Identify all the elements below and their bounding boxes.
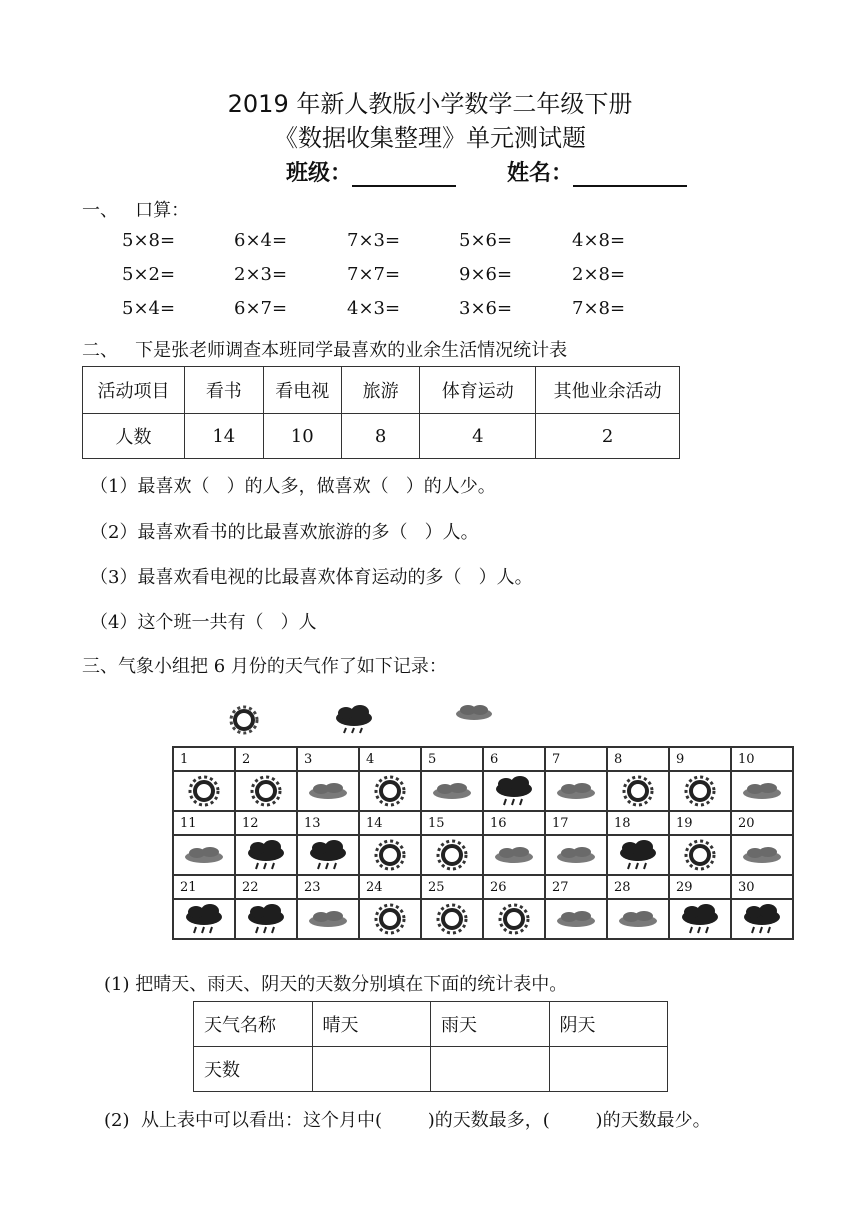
table-cell: 4 bbox=[420, 414, 536, 459]
calc-item: 6×4= bbox=[234, 230, 288, 251]
cloudy-icon bbox=[306, 774, 350, 808]
calendar-weather-cell bbox=[545, 771, 607, 811]
table-header-cell: 阴天 bbox=[549, 1002, 668, 1047]
rain-cloud-icon bbox=[492, 774, 536, 808]
calc-item: 7×7= bbox=[347, 264, 401, 285]
sun-icon bbox=[244, 774, 288, 808]
table-header-cell: 雨天 bbox=[431, 1002, 550, 1047]
table-header-cell: 天气名称 bbox=[194, 1002, 313, 1047]
sun-icon bbox=[182, 774, 226, 808]
calendar-day-number: 2 bbox=[235, 747, 297, 771]
name-label: 姓名： bbox=[507, 161, 574, 186]
table-header-cell: 看书 bbox=[185, 367, 263, 414]
calendar-weather-cell bbox=[421, 771, 483, 811]
calendar-weather-cell bbox=[731, 899, 793, 939]
weather-count-table bbox=[193, 1001, 668, 1092]
calendar-weather-cell bbox=[731, 835, 793, 875]
calendar-weather-cell bbox=[297, 835, 359, 875]
rain-cloud-icon bbox=[616, 838, 660, 872]
calc-item: 5×6= bbox=[459, 230, 513, 251]
calc-item: 6×7= bbox=[234, 298, 288, 319]
question-1: （1）最喜欢（ ）的人多，做喜欢（ ）的人少。 bbox=[90, 476, 496, 497]
table-header-cell: 活动项目 bbox=[83, 367, 185, 414]
calendar-weather-cell bbox=[235, 835, 297, 875]
table-header-cell: 晴天 bbox=[312, 1002, 431, 1047]
section1-heading: 一、 口算： bbox=[82, 200, 190, 221]
calendar-weather-cell bbox=[607, 899, 669, 939]
table-cell: 10 bbox=[263, 414, 341, 459]
section2-heading: 二、 下是张老师调查本班同学最喜欢的业余生活情况统计表 bbox=[82, 340, 568, 361]
section3-heading: 三、气象小组把 6 月份的天气作了如下记录： bbox=[82, 656, 447, 677]
calendar-day-number: 4 bbox=[359, 747, 421, 771]
sun-icon bbox=[430, 902, 474, 936]
calendar-weather-cell bbox=[359, 835, 421, 875]
calendar-day-number: 5 bbox=[421, 747, 483, 771]
calc-item: 4×8= bbox=[572, 230, 626, 251]
calendar-day-number: 16 bbox=[483, 811, 545, 835]
calendar-day-number: 24 bbox=[359, 875, 421, 899]
calendar-weather-cell bbox=[545, 899, 607, 939]
calendar-day-number: 9 bbox=[669, 747, 731, 771]
sun-icon bbox=[368, 902, 412, 936]
rain-cloud-icon bbox=[182, 902, 226, 936]
calendar-day-number: 17 bbox=[545, 811, 607, 835]
sun-icon bbox=[368, 838, 412, 872]
calendar-weather-cell bbox=[483, 899, 545, 939]
answer-cell-sunny[interactable] bbox=[312, 1047, 431, 1092]
calendar-weather-cell bbox=[669, 899, 731, 939]
calc-item: 7×3= bbox=[347, 230, 401, 251]
rain-cloud-icon bbox=[306, 838, 350, 872]
answer-cell-rainy[interactable] bbox=[431, 1047, 550, 1092]
calendar-weather-cell bbox=[421, 835, 483, 875]
calendar-day-number: 15 bbox=[421, 811, 483, 835]
calendar-day-number: 10 bbox=[731, 747, 793, 771]
question-2: （2）最喜欢看书的比最喜欢旅游的多（ ）人。 bbox=[90, 522, 479, 543]
cloudy-icon bbox=[740, 838, 784, 872]
calendar-day-number: 8 bbox=[607, 747, 669, 771]
calendar-weather-cell bbox=[297, 899, 359, 939]
calendar-weather-cell bbox=[235, 899, 297, 939]
rain-cloud-icon bbox=[244, 902, 288, 936]
calc-item: 4×3= bbox=[347, 298, 401, 319]
calendar-day-number: 22 bbox=[235, 875, 297, 899]
calendar-weather-cell bbox=[731, 771, 793, 811]
calendar-weather-cell bbox=[235, 771, 297, 811]
calendar-weather-cell bbox=[173, 771, 235, 811]
class-label: 班级： bbox=[286, 161, 353, 186]
calendar-day-number: 1 bbox=[173, 747, 235, 771]
rain-cloud-icon bbox=[678, 902, 722, 936]
cloudy-icon bbox=[740, 774, 784, 808]
calendar-day-number: 27 bbox=[545, 875, 607, 899]
rain-cloud-icon bbox=[740, 902, 784, 936]
table-cell: 14 bbox=[185, 414, 263, 459]
section3-q2: (2) 从上表中可以看出：这个月中( )的天数最多，( )的天数最少。 bbox=[104, 1110, 711, 1131]
calendar-day-number: 19 bbox=[669, 811, 731, 835]
calc-item: 2×8= bbox=[572, 264, 626, 285]
calendar-day-number: 12 bbox=[235, 811, 297, 835]
table-header-cell: 旅游 bbox=[341, 367, 419, 414]
cloudy-icon bbox=[430, 774, 474, 808]
sun-icon bbox=[430, 838, 474, 872]
cloudy-icon bbox=[554, 902, 598, 936]
calendar-day-number: 11 bbox=[173, 811, 235, 835]
calendar-weather-cell bbox=[545, 835, 607, 875]
calendar-weather-cell bbox=[173, 899, 235, 939]
cloudy-icon bbox=[182, 838, 226, 872]
calendar-weather-cell bbox=[359, 771, 421, 811]
question-3: （3）最喜欢看电视的比最喜欢体育运动的多（ ）人。 bbox=[90, 567, 533, 588]
calendar-weather-cell bbox=[421, 899, 483, 939]
calendar-weather-cell bbox=[483, 835, 545, 875]
calendar-weather-cell bbox=[173, 835, 235, 875]
sun-icon bbox=[678, 774, 722, 808]
cloudy-icon bbox=[616, 902, 660, 936]
section3-q1: (1) 把晴天、雨天、阴天的天数分别填在下面的统计表中。 bbox=[104, 974, 568, 995]
sun-icon bbox=[492, 902, 536, 936]
cloudy-icon bbox=[306, 902, 350, 936]
calendar-day-number: 18 bbox=[607, 811, 669, 835]
table-cell: 8 bbox=[341, 414, 419, 459]
table-cell: 天数 bbox=[194, 1047, 313, 1092]
calendar-day-number: 28 bbox=[607, 875, 669, 899]
table-header-cell: 其他业余活动 bbox=[536, 367, 680, 414]
calc-item: 5×8= bbox=[122, 230, 176, 251]
name-blank[interactable] bbox=[573, 161, 687, 187]
calendar-weather-cell bbox=[669, 771, 731, 811]
calendar-weather-cell bbox=[669, 835, 731, 875]
calendar-day-number: 29 bbox=[669, 875, 731, 899]
table-cell: 人数 bbox=[83, 414, 185, 459]
calc-item: 9×6= bbox=[459, 264, 513, 285]
answer-cell-cloudy[interactable] bbox=[549, 1047, 668, 1092]
calendar-weather-cell bbox=[483, 771, 545, 811]
calendar-day-number: 26 bbox=[483, 875, 545, 899]
calendar-day-number: 25 bbox=[421, 875, 483, 899]
calendar-day-number: 30 bbox=[731, 875, 793, 899]
calc-item: 3×6= bbox=[459, 298, 513, 319]
calendar-day-number: 20 bbox=[731, 811, 793, 835]
calendar-weather-cell bbox=[359, 899, 421, 939]
calendar-day-number: 21 bbox=[173, 875, 235, 899]
cloudy-icon bbox=[492, 838, 536, 872]
calendar-day-number: 23 bbox=[297, 875, 359, 899]
calendar-day-number: 13 bbox=[297, 811, 359, 835]
calc-item: 5×2= bbox=[122, 264, 176, 285]
weather-legend bbox=[214, 700, 514, 736]
calc-item: 2×3= bbox=[234, 264, 288, 285]
question-4: （4）这个班一共有（ ）人 bbox=[90, 612, 317, 633]
calendar-day-number: 6 bbox=[483, 747, 545, 771]
weather-calendar bbox=[172, 746, 794, 940]
cloudy-icon bbox=[554, 838, 598, 872]
rain-cloud-icon bbox=[244, 838, 288, 872]
sun-icon bbox=[616, 774, 660, 808]
sun-icon bbox=[678, 838, 722, 872]
sun-icon bbox=[231, 707, 257, 733]
cloudy-icon bbox=[456, 705, 492, 720]
sun-icon bbox=[368, 774, 412, 808]
cloudy-icon bbox=[554, 774, 598, 808]
table-cell: 2 bbox=[536, 414, 680, 459]
activity-table bbox=[82, 366, 680, 459]
calendar-day-number: 14 bbox=[359, 811, 421, 835]
name-field bbox=[507, 156, 687, 187]
title-line-1: 2019 年新人教版小学数学二年级下册 bbox=[227, 90, 633, 118]
title-line-2: 《数据收集整理》单元测试题 bbox=[274, 124, 586, 152]
calendar-weather-cell bbox=[297, 771, 359, 811]
table-header-cell: 看电视 bbox=[263, 367, 341, 414]
calendar-weather-cell bbox=[607, 771, 669, 811]
table-header-cell: 体育运动 bbox=[420, 367, 536, 414]
class-blank[interactable] bbox=[352, 161, 456, 187]
calendar-day-number: 7 bbox=[545, 747, 607, 771]
calendar-day-number: 3 bbox=[297, 747, 359, 771]
class-field bbox=[286, 156, 456, 187]
calendar-weather-cell bbox=[607, 835, 669, 875]
calc-item: 7×8= bbox=[572, 298, 626, 319]
calc-item: 5×4= bbox=[122, 298, 176, 319]
rain-cloud-icon bbox=[336, 705, 372, 733]
